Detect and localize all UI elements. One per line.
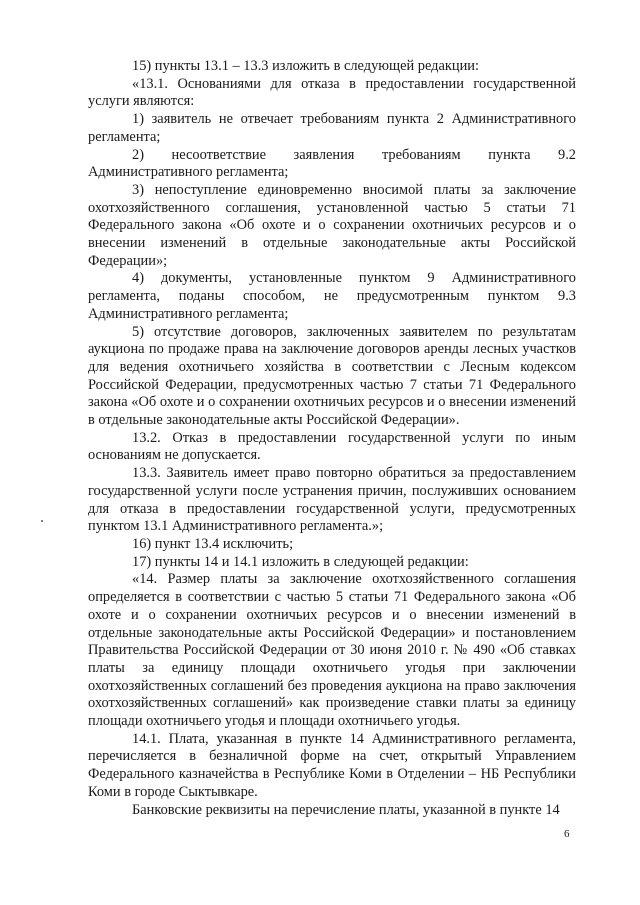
- paragraph-13-1-2: 2) несоответствие заявления требованиям пункта 9.2 Административного регламента;: [88, 146, 576, 181]
- paragraph-13-1-5: 5) отсутствие договоров, заключенных заявителем по результатам аукциона по продаже права на заключение договоров аренды лесных участков для ведения охотничьего хозяйства в соответствии с Лесным кодексом Российской Федерации, предусмотренных частью 7 статьи 71 Федерального закона «Об охоте и о сохранении охотничьих ресурсов и о внесении изменений в отдельные законодательные акты Российской Федерации».: [88, 323, 576, 429]
- paragraph-13-1-4: 4) документы, установленные пунктом 9 Административного регламента, поданы способом, не предусмотренным пунктом 9.3 Административного регламента;: [88, 270, 576, 322]
- paragraph-14: «14. Размер платы за заключение охотхозяйственного соглашения определяется в соответствии с частью 5 статьи 71 Федерального закона «Об охоте и о сохранении охотничьих ресурсов и о внесении изменений в отдельные законодательные акты Российской Федерации» и постановлением Правительства Российской Федерации от 30 июня 2010 г. № 490 «Об ставках платы за единицу площади охотничьего угодья при заключении охотхозяйственных соглашений без проведения аукциона на право заключения охотхозяйственных соглашений» как произведение ставки платы за единицу площади охотничьего угодья и площади охотничьего угодья.: [88, 571, 576, 730]
- paragraph-bank-details: Банковские реквизиты на перечисление платы, указанной в пункте 14: [132, 801, 560, 818]
- paragraph-13-2: 13.2. Отказ в предоставлении государственной услуги по иным основаниям не допускается.: [88, 429, 576, 464]
- paragraph-14-1: 14.1. Плата, указанная в пункте 14 Административного регламента, перечисляется в безналичной форме на счет, открытый Управлением Федерального казначейства в Республике Коми в Отделении – НБ Республики Коми в городе Сыктывкаре.: [88, 730, 576, 800]
- document-body: [88, 58, 576, 819]
- paragraph-item-15: 15) пункты 13.1 – 13.3 изложить в следующей редакции:: [132, 58, 479, 74]
- scan-speck: [41, 520, 43, 522]
- paragraph-13-3: 13.3. Заявитель имеет право повторно обратиться за предоставлением государственной услуги после устранения причин, послуживших основанием для отказа в предоставлении государственной услуги, предусмотренных пунктом 13.1 Административного регламента.»;: [88, 465, 576, 535]
- paragraph-item-16: 16) пункт 13.4 исключить;: [132, 535, 294, 552]
- paragraph-13-1-1: 1) заявитель не отвечает требованиям пункта 2 Административного регламента;: [88, 111, 576, 145]
- paragraph-13-1-3: 3) непоступление единовременно вносимой платы за заключение охотхозяйственного соглашения, установленной частью 5 статьи 71 Федерального закона «Об охоте и о сохранении охотничьих ресурсов и о внесении изменений в отдельные законодательные акты Российской Федерации»;: [88, 181, 576, 269]
- paragraph-item-17: 17) пункты 14 и 14.1 изложить в следующей редакции:: [132, 553, 469, 570]
- page-number: 6: [564, 828, 570, 840]
- paragraph-13-1: «13.1. Основаниями для отказа в предоставлении государственной услуги являются:: [88, 75, 576, 110]
